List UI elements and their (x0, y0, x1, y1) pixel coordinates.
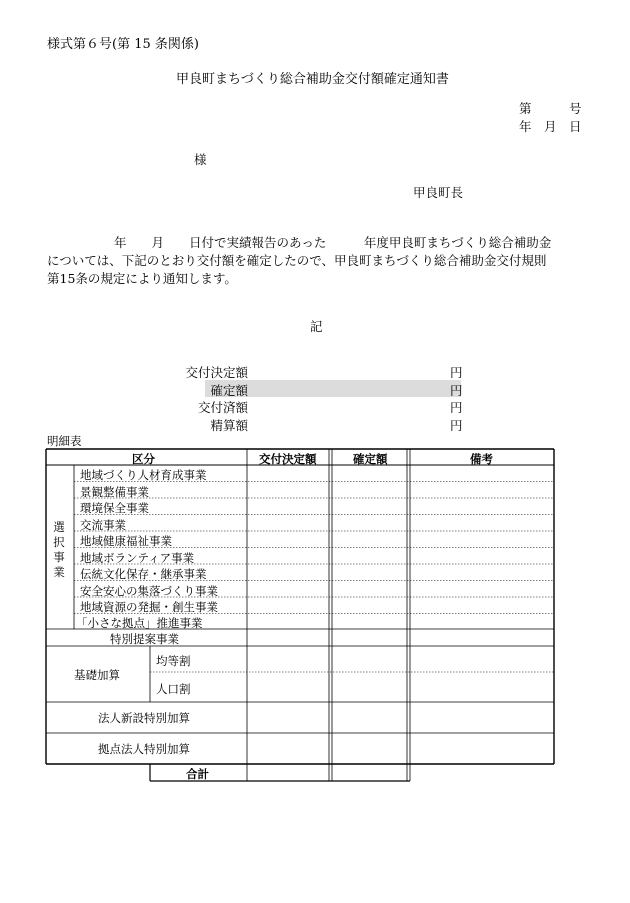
corp-new-addition: 法人新設特別加算 (98, 711, 190, 725)
header-decision-amount: 交付決定額 (259, 452, 317, 466)
selection-item: 地域づくり人材育成事業 (80, 468, 207, 482)
selection-item: 伝統文化保存・継承事業 (80, 567, 207, 581)
header-confirmed-amount: 確定額 (353, 452, 388, 466)
amount-label-paid: 交付済額 (197, 400, 248, 415)
selection-item: 地域ボランティア事業 (80, 550, 195, 565)
addressee-suffix: 様 (194, 152, 207, 167)
header-category: 区分 (132, 452, 155, 466)
document-date: 年 月 日 (519, 119, 582, 134)
form-reference: 様式第６号(第 15 条関係) (47, 37, 199, 52)
selection-item: 安全安心の集落づくり事業 (80, 583, 218, 598)
body-line-2: については、下記のとおり交付額を確定したので、甲良町まちづくり総合補助金交付規則 (47, 253, 547, 268)
total-label: 合計 (186, 767, 209, 781)
selection-item: 地域資源の発掘・創生事業 (80, 600, 218, 614)
detail-caption: 明細表 (47, 434, 82, 448)
selection-group-label: 選択事業 (53, 520, 65, 579)
body-line-3: 第15条の規定により通知します。 (47, 271, 237, 286)
basic-population-share: 人口割 (156, 682, 191, 696)
amount-unit-settlement: 円 (450, 418, 463, 433)
document-number: 第 号 (519, 101, 582, 116)
amount-label-settlement: 精算額 (210, 418, 248, 433)
selection-item: 景観整備事業 (80, 484, 149, 499)
document-title: 甲良町まちづくり総合補助金交付額確定通知書 (176, 72, 449, 87)
special-proposal-row: 特別提案事業 (110, 632, 179, 646)
base-corp-addition: 拠点法人特別加算 (98, 742, 190, 756)
basic-addition-label: 基礎加算 (74, 668, 120, 682)
body-line-1: 年 月 日付で実績報告のあった 年度甲良町まちづくり総合補助金 (114, 235, 552, 250)
header-remarks: 備考 (470, 452, 493, 466)
sender-name: 甲良町長 (413, 185, 464, 200)
amount-label-decision: 交付決定額 (185, 365, 248, 380)
amount-unit-decision: 円 (450, 365, 463, 380)
selection-item: 交流事業 (80, 517, 126, 532)
amount-unit-paid: 円 (450, 400, 463, 415)
selection-item: 地域健康福祉事業 (80, 534, 172, 548)
amount-unit-confirmed: 円 (450, 383, 463, 398)
amount-label-confirmed: 確定額 (210, 383, 248, 398)
basic-equal-share: 均等割 (156, 654, 191, 668)
selection-item: 環境保全事業 (80, 501, 149, 515)
ki-heading: 記 (310, 319, 323, 334)
selection-item: 「小さな拠点」推進事業 (76, 616, 203, 630)
